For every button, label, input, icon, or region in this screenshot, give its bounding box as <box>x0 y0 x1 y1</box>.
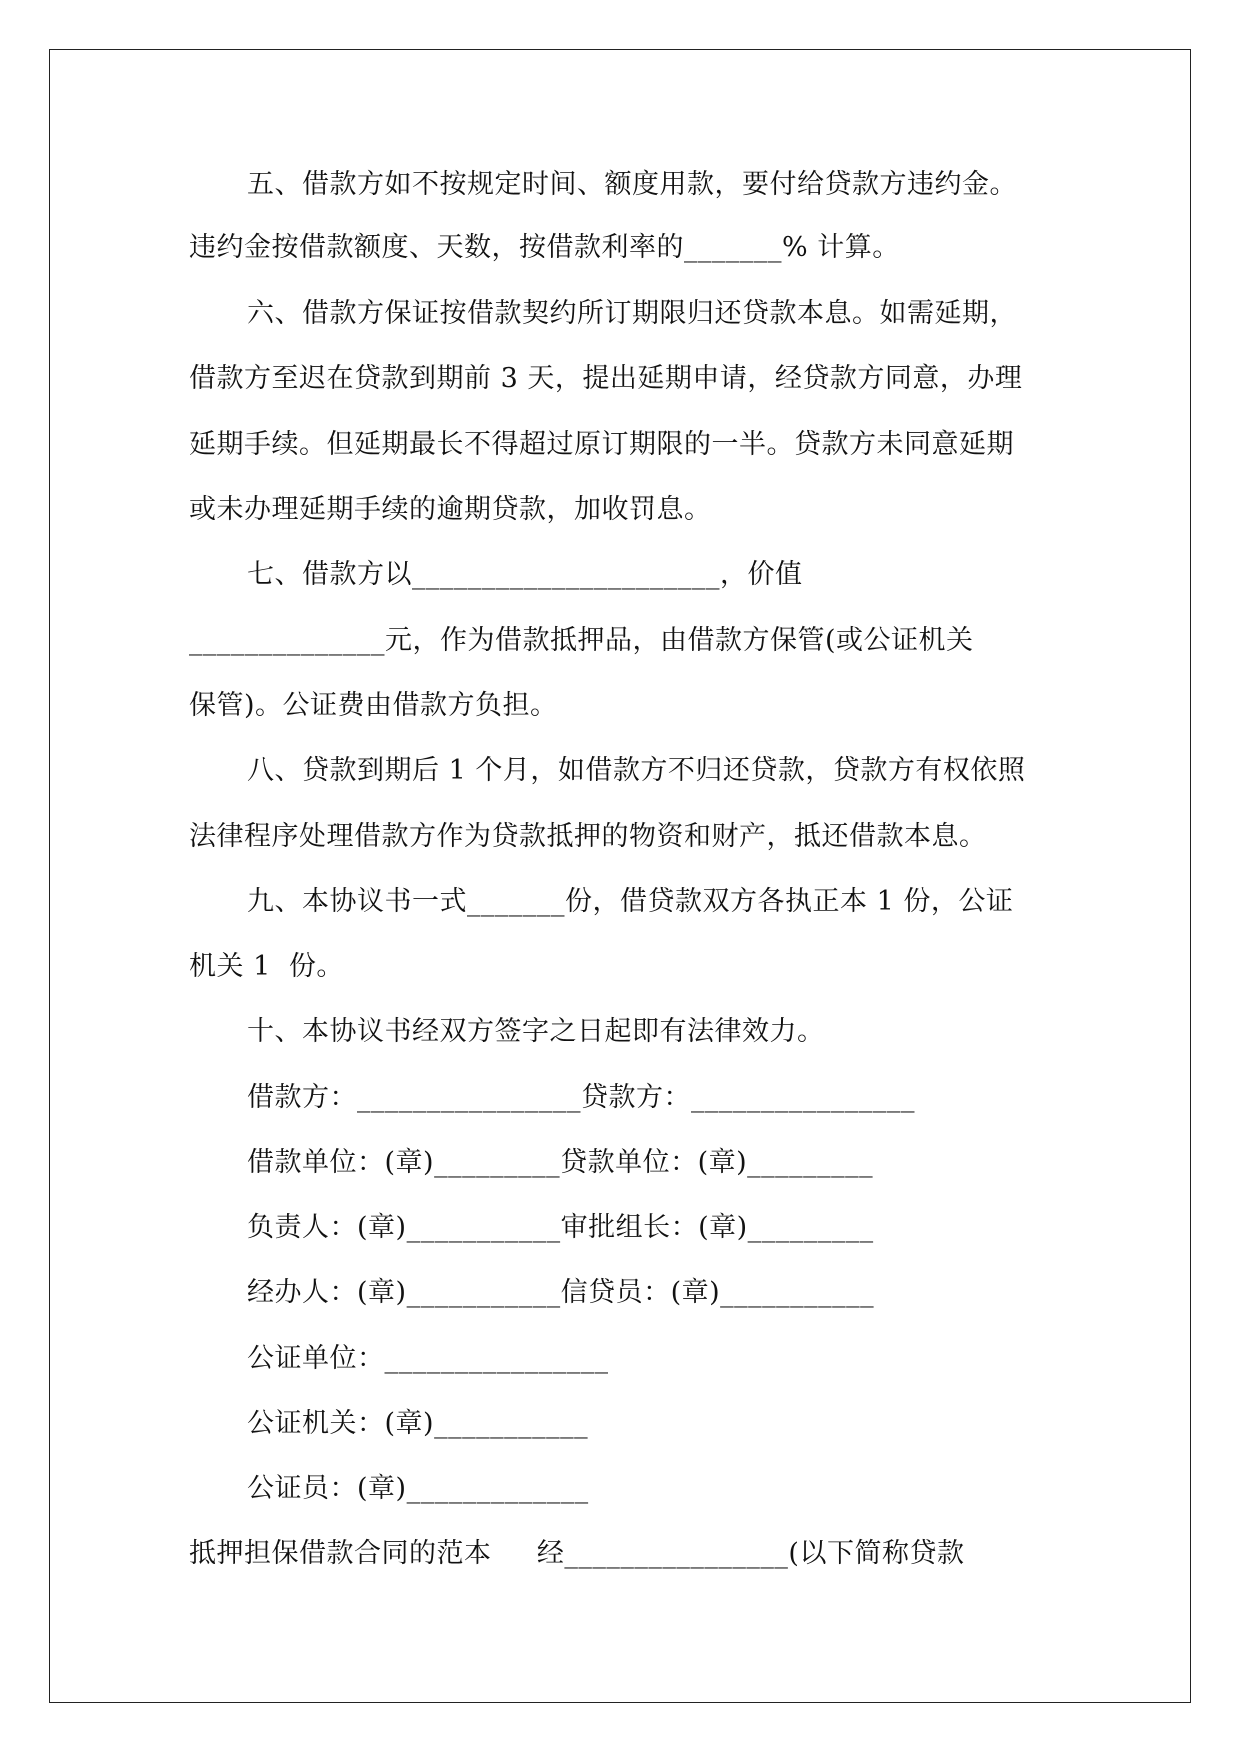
signature-handler: 经办人：(章)___________信贷员：(章)___________ <box>247 1277 875 1308</box>
clause-8-line-1: 八、贷款到期后 1 个月，如借款方不归还贷款，贷款方有权依照 <box>247 755 1026 786</box>
clause-6-line-3: 延期手续。但延期最长不得超过原订期限的一半。贷款方未同意延期 <box>189 429 1014 460</box>
clause-10: 十、本协议书经双方签字之日起即有法律效力。 <box>247 1016 825 1047</box>
notary-office: 公证机关：(章)___________ <box>247 1408 589 1439</box>
clause-7-line-2: ______________元，作为借款抵押品，由借款方保管(或公证机关 <box>189 625 974 656</box>
signature-borrower-lender: 借款方：________________贷款方：________________ <box>247 1082 915 1113</box>
clause-6-line-4: 或未办理延期手续的逾期贷款，加收罚息。 <box>189 494 712 525</box>
clause-9-line-1: 九、本协议书一式_______份，借贷款双方各执正本 1 份，公证 <box>247 886 1014 917</box>
clause-5-line-1: 五、借款方如不按规定时间、额度用款，要付给贷款方违约金。 <box>247 169 1017 200</box>
clause-7-line-3: 保管)。公证费由借款方负担。 <box>189 690 558 721</box>
notary-unit: 公证单位：________________ <box>247 1343 609 1374</box>
clause-8-line-2: 法律程序处理借款方作为贷款抵押的物资和财产，抵还借款本息。 <box>189 821 987 852</box>
next-contract-heading: 抵押担保借款合同的范本 经________________(以下简称贷款 <box>189 1538 965 1569</box>
clause-6-line-1: 六、借款方保证按借款契约所订期限归还贷款本息。如需延期， <box>247 298 1017 329</box>
clause-9-line-2: 机关 1 份。 <box>189 951 344 982</box>
signature-responsible: 负责人：(章)___________审批组长：(章)_________ <box>247 1212 874 1243</box>
clause-7-line-1: 七、借款方以______________________，价值 <box>247 559 803 590</box>
notary-officer: 公证员：(章)_____________ <box>247 1473 589 1504</box>
clause-5-line-2: 违约金按借款额度、天数，按借款利率的_______% 计算。 <box>189 232 900 263</box>
signature-units: 借款单位：(章)_________贷款单位：(章)_________ <box>247 1147 874 1178</box>
clause-6-line-2: 借款方至迟在贷款到期前 3 天，提出延期申请，经贷款方同意，办理 <box>189 363 1023 394</box>
